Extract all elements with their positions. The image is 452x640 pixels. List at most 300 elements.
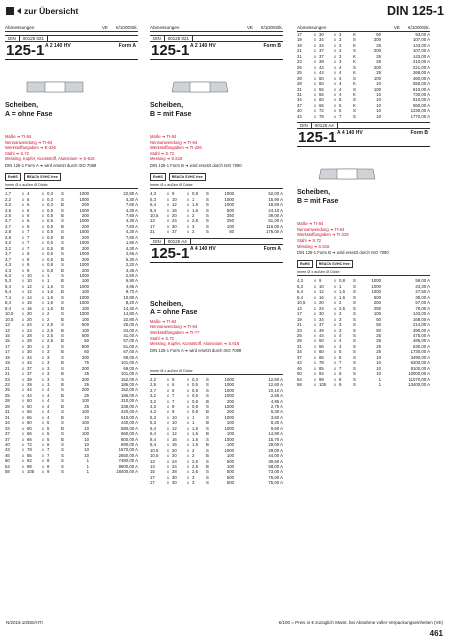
table-cell: 4,30 A	[125, 196, 138, 202]
table-cell: x	[186, 447, 190, 453]
table-cell: 2,50 A	[125, 272, 138, 278]
table-cell: x	[21, 234, 25, 240]
table-cell: 3	[339, 322, 342, 328]
table-cell: x	[333, 289, 337, 295]
spec-block	[5, 134, 138, 162]
table-cell: 2,5	[47, 322, 53, 328]
table-cell: 9	[172, 191, 175, 197]
table-cell: S	[206, 393, 209, 399]
table-cell: 6,4	[297, 289, 303, 295]
table-cell: 50	[27, 403, 32, 409]
table-cell: 1,6	[192, 425, 198, 431]
table-cell: x	[333, 81, 337, 87]
table-cell: S	[206, 376, 209, 382]
spec-steel[interactable]: Stahl ➜ S.72	[150, 335, 174, 341]
table-cell: K	[353, 81, 356, 87]
table-cell: 10	[84, 447, 89, 453]
table-cell: S	[206, 480, 209, 486]
table-cell: 25	[5, 392, 10, 398]
table-cell: 37	[319, 53, 324, 59]
table-cell: S	[61, 240, 64, 246]
table-cell: x	[333, 311, 337, 317]
price-table	[150, 191, 283, 235]
rohs-badge: RoHS	[297, 260, 313, 268]
product-title	[5, 102, 52, 119]
table-cell: 3	[47, 349, 50, 355]
table-cell: 5	[339, 97, 342, 103]
table-cell: 5,3	[5, 272, 11, 278]
table-cell: 214,00 A	[413, 322, 430, 328]
table-cell: B	[61, 371, 64, 377]
table-cell: S	[206, 447, 209, 453]
table-cell: 10	[84, 442, 89, 448]
table-cell: 152,00 A	[121, 387, 138, 393]
table-cell: 1000	[224, 376, 234, 382]
table-cell: K	[353, 70, 356, 76]
table-cell: 37	[27, 365, 32, 371]
table-cell: 250	[373, 305, 381, 311]
table-cell: 25	[84, 403, 89, 409]
table-cell: 8	[47, 463, 50, 469]
table-cell: 24	[172, 464, 177, 470]
table-cell: S	[206, 387, 209, 393]
table-cell: S	[61, 229, 64, 235]
table-cell: 98	[27, 463, 32, 469]
table-cell: x	[21, 256, 25, 262]
table-cell: 5,3	[150, 196, 156, 202]
table-cell: 18,60 A	[268, 202, 283, 208]
table-cell: x	[41, 229, 45, 235]
product-form: Form B	[410, 130, 428, 137]
table-cell: x	[21, 240, 25, 246]
table-cell: 12	[172, 202, 177, 208]
spec-dimensions[interactable]: Maße ➜ TI-84	[150, 134, 177, 139]
article-code	[150, 35, 283, 42]
table-cell: 200	[81, 245, 89, 251]
table-cell: x	[41, 436, 45, 442]
table-cell: 2,2	[5, 196, 11, 202]
spec-material[interactable]: Werkstoffangaben ➜ TI-226	[297, 232, 349, 238]
table-cell: 250	[226, 212, 234, 218]
table-cell: 10	[376, 97, 381, 103]
table-cell: x	[21, 431, 25, 437]
table-cell: 14,40 A	[123, 305, 138, 311]
table-cell: 116,00 A	[266, 223, 283, 229]
table-cell: x	[313, 360, 317, 366]
spec-material[interactable]: Werkstoffangaben ➜ E-226	[5, 145, 56, 151]
code-number: 00125 021	[165, 36, 193, 41]
table-cell: 2,5	[47, 338, 53, 344]
table-cell: x	[21, 300, 25, 306]
table-cell: B	[61, 403, 64, 409]
reach-badge: REACh SVHC free	[316, 260, 353, 268]
rohs-badge: RoHS	[150, 173, 166, 181]
table-cell: 3	[339, 32, 342, 37]
table-cell: 1	[192, 420, 195, 426]
table-cell: 10	[27, 278, 32, 284]
table-cell: 16	[319, 294, 324, 300]
table-cell: x	[333, 338, 337, 344]
table-cell: 3	[339, 59, 342, 65]
table-cell: 6	[27, 218, 30, 224]
table-cell: 31	[5, 409, 10, 415]
table-cell: x	[41, 409, 45, 415]
table-cell: x	[313, 102, 317, 108]
table-cell: 13	[150, 218, 155, 224]
table-cell: x	[21, 272, 25, 278]
table-cell: 500	[373, 294, 381, 300]
table-cell: x	[21, 289, 25, 295]
table-cell: 100	[81, 398, 89, 404]
table-cell: 1,6	[192, 202, 198, 208]
code-number: 00125 021	[20, 36, 48, 41]
table-cell: 17	[150, 223, 155, 229]
table-cell: 31	[297, 86, 302, 92]
washer-image	[170, 78, 230, 96]
article-code	[5, 35, 138, 42]
table-cell: K	[353, 102, 356, 108]
replacement-note: DIN 125-1 Form B ➜ wird ersetzt durch ISO 7090	[297, 250, 389, 256]
table-cell: x	[186, 453, 190, 459]
spec-steel[interactable]: Stahl ➜ S.72	[5, 150, 29, 156]
table-cell: x	[41, 300, 45, 306]
table-cell: x	[313, 37, 317, 43]
table-cell: x	[166, 229, 170, 235]
table-cell: 92	[27, 458, 32, 464]
table-cell: x	[21, 202, 25, 208]
table-cell: 6	[172, 382, 175, 388]
table-cell: x	[41, 311, 45, 317]
replacement-note: DIN 125-1 Form A ➜ wird ersetzt durch ISO 7089	[150, 347, 242, 353]
table-cell: 56	[319, 86, 324, 92]
table-cell: 1,7	[5, 191, 11, 197]
table-cell: 200	[226, 398, 234, 404]
table-cell: 24	[172, 218, 177, 224]
table-cell: 3490,00 A	[410, 354, 430, 360]
back-label[interactable]: zur Übersicht	[24, 6, 79, 16]
table-cell: 8	[47, 458, 50, 464]
table-cell: 4	[47, 403, 50, 409]
table-cell: 60	[319, 349, 324, 355]
table-cell: x	[313, 53, 317, 59]
table-cell: 66	[319, 102, 324, 108]
table-cell: 100	[226, 431, 234, 437]
table-cell: x	[313, 332, 317, 338]
table-cell: 3	[339, 327, 342, 333]
spec-brass[interactable]: Messing ➜ S.616	[297, 243, 330, 249]
table-cell: x	[166, 453, 170, 459]
table-cell: S	[61, 218, 64, 224]
table-cell: 0,8	[192, 404, 198, 410]
table-cell: 69,00 A	[123, 365, 138, 371]
table-cell: 0,3	[47, 202, 53, 208]
table-cell: 15,70 A	[268, 436, 283, 442]
table-cell: 24	[172, 458, 177, 464]
table-cell: 0,5	[47, 240, 53, 246]
table-cell: 7	[339, 360, 342, 366]
table-cell: x	[41, 469, 45, 475]
table-cell: 34	[5, 420, 10, 426]
table-cell: 6,4	[5, 289, 11, 295]
table-cell: 4	[27, 191, 30, 197]
table-cell: 500	[226, 469, 234, 475]
table-cell: x	[186, 207, 190, 213]
table-cell: x	[333, 64, 337, 70]
table-cell: 25	[84, 371, 89, 377]
table-cell: 1000	[224, 447, 234, 453]
table-cell: S	[206, 382, 209, 388]
table-cell: x	[313, 113, 317, 119]
table-cell: x	[186, 382, 190, 388]
table-cell: 66	[27, 431, 32, 437]
table-cell: 10,5	[5, 316, 14, 322]
table-cell: 2,7	[150, 387, 156, 393]
table-cell: 1	[86, 458, 89, 464]
replacement-note: DIN 125-1 Form B ➜ wird ersetzt durch ISO 7090	[150, 162, 242, 168]
table-cell: x	[186, 376, 190, 382]
table-cell: 16	[172, 442, 177, 448]
table-cell: x	[313, 300, 317, 306]
table-cell: x	[333, 70, 337, 76]
table-cell: B	[206, 398, 209, 404]
table-cell: K	[353, 91, 356, 97]
table-cell: S	[206, 207, 209, 213]
table-cell: x	[186, 393, 190, 399]
table-cell: 92	[319, 371, 324, 377]
table-cell: 1,6	[192, 442, 198, 448]
table-cell: x	[333, 113, 337, 119]
table-cell: 101,00 A	[121, 360, 138, 366]
table-cell: 6	[27, 207, 30, 213]
table-cell: S	[206, 218, 209, 224]
table-cell: S	[61, 354, 64, 360]
table-cell: S	[61, 196, 64, 202]
table-cell: 19	[297, 316, 302, 322]
table-cell: S	[353, 311, 356, 317]
table-cell: 34	[319, 37, 324, 43]
table-cell: x	[21, 207, 25, 213]
table-cell: 1000	[224, 387, 234, 393]
table-cell: 12,60 A	[268, 382, 283, 388]
table-cell: 5,3	[150, 420, 156, 426]
table-cell: 5	[47, 420, 50, 426]
table-cell: 13	[5, 327, 10, 333]
table-cell: S	[206, 425, 209, 431]
table-cell: x	[21, 382, 25, 388]
table-cell: 15	[5, 338, 10, 344]
table-cell: 1,6	[47, 294, 53, 300]
table-cell: x	[166, 474, 170, 480]
table-cell: 1000	[224, 404, 234, 410]
table-cell: x	[21, 376, 25, 382]
column-2	[150, 24, 283, 486]
header-dims: Abmessungen	[297, 25, 327, 30]
table-cell: 550,00 A	[413, 81, 430, 87]
spec-brass[interactable]: Messing, Kupfer, Kunststoff, Aluminium ➜ S.616	[150, 341, 240, 347]
table-cell: 100	[226, 223, 234, 229]
table-cell: 500	[81, 343, 89, 349]
column-header	[5, 24, 138, 32]
table-cell: 25	[376, 349, 381, 355]
spec-brass[interactable]: Messing ➜ S.616	[150, 156, 183, 162]
spec-usage[interactable]: Nennanwendung ➜ TI-84	[150, 139, 198, 145]
table-cell: 2,5	[5, 207, 11, 213]
table-cell: 50	[84, 338, 89, 344]
spec-steel[interactable]: Stahl ➜ S.72	[150, 150, 174, 156]
table-cell: 4,30 A	[125, 218, 138, 224]
table-cell: 4	[339, 86, 342, 92]
table-cell: 10	[172, 196, 177, 202]
table-cell: 100	[226, 453, 234, 459]
table-cell: 85	[27, 452, 32, 458]
table-cell: 3	[339, 53, 342, 59]
table-cell: x	[21, 452, 25, 458]
table-cell: 1000	[224, 425, 234, 431]
table-cell: 8,4	[150, 442, 156, 448]
table-cell: x	[21, 245, 25, 251]
table-cell: x	[21, 223, 25, 229]
spec-steel[interactable]: Stahl ➜ S.72	[297, 238, 321, 244]
table-cell: 390,00 A	[413, 327, 430, 333]
table-cell: 200	[373, 64, 381, 70]
table-cell: x	[186, 196, 190, 202]
table-cell: B	[61, 382, 64, 388]
table-cell: 66	[319, 354, 324, 360]
table-cell: x	[313, 283, 317, 289]
table-cell: 56	[319, 343, 324, 349]
table-cell: B	[61, 278, 64, 284]
table-cell: 23,30 A	[415, 283, 430, 289]
table-cell: 28	[172, 469, 177, 475]
spec-material[interactable]: Werkstoffangaben ➜ TI-226	[150, 145, 202, 151]
table-cell: 800,00 A	[121, 436, 138, 442]
product-visual	[5, 60, 138, 132]
table-cell: 50	[297, 371, 302, 377]
table-cell: 2,5	[5, 212, 11, 218]
table-cell: 50	[376, 32, 381, 37]
table-cell: 3	[339, 42, 342, 48]
table-cell: 8,4	[5, 300, 11, 306]
table-cell: 28	[27, 332, 32, 338]
table-cell: x	[21, 403, 25, 409]
spec-usage[interactable]: Nennanwendung ➜ TI-84	[5, 139, 53, 145]
spec-dimensions[interactable]: Maße ➜ TI-84	[297, 221, 324, 227]
table-cell: x	[333, 349, 337, 355]
table-cell: 34	[27, 354, 32, 360]
table-cell: x	[41, 262, 45, 268]
table-cell: B	[61, 425, 64, 431]
table-cell: 7,60 A	[125, 223, 138, 229]
spec-usage[interactable]: Nennanwendung ➜ TI-84	[150, 324, 198, 330]
back-link[interactable]	[6, 6, 78, 16]
table-cell: 1000	[79, 272, 89, 278]
table-cell: 1000	[79, 191, 89, 197]
table-cell: x	[333, 382, 337, 388]
table-cell: 78	[27, 447, 32, 453]
table-cell: S	[353, 108, 356, 114]
table-cell: x	[333, 343, 337, 349]
table-cell: x	[186, 469, 190, 475]
spec-material[interactable]: Werkstoffangaben ➜ TI-??	[150, 329, 200, 335]
table-cell: S	[206, 191, 209, 197]
table-cell: 41,00 A	[123, 332, 138, 338]
table-cell: 60	[27, 425, 32, 431]
spec-dimensions[interactable]: Maße ➜ TI-84	[5, 134, 32, 139]
table-cell: 4,45 A	[125, 267, 138, 273]
table-cell: 1000	[79, 300, 89, 306]
table-cell: 500	[226, 207, 234, 213]
table-cell: 7,60 A	[125, 234, 138, 240]
table-cell: 5,3	[150, 414, 156, 420]
table-cell: 250	[226, 218, 234, 224]
spec-dimensions[interactable]: Maße ➜ TI-84	[150, 318, 177, 324]
table-cell: B	[206, 464, 209, 470]
table-cell: 1230,00 A	[410, 108, 430, 114]
table-cell: 0,5	[47, 251, 53, 257]
table-cell: 7,4	[5, 294, 11, 300]
table-cell: S	[61, 469, 64, 475]
replacement-note: DIN 125-1 Form A ➜ wird ersetzt durch ISO 7089	[5, 162, 97, 168]
table-cell: 8,4	[297, 294, 303, 300]
table-cell: 50	[376, 327, 381, 333]
table-cell: 4	[47, 414, 50, 420]
table-cell: x	[313, 294, 317, 300]
table-cell: 75	[84, 360, 89, 366]
table-cell: x	[186, 409, 190, 415]
table-cell: 2	[339, 300, 342, 306]
table-cell: x	[166, 436, 170, 442]
table-cell: 3	[339, 316, 342, 322]
table-cell: B	[61, 289, 64, 295]
table-cell: S	[353, 371, 356, 377]
table-cell: 1000	[371, 289, 381, 295]
table-cell: 6200,00 A	[410, 360, 430, 366]
spec-brass[interactable]: Messing, Kupfer, Kunststoff, Aluminium ➜ S-616	[5, 156, 95, 162]
table-caption: innen Ø x außen Ø Dicke	[297, 270, 430, 276]
table-cell: 200	[81, 202, 89, 208]
table-cell: 7	[27, 245, 30, 251]
washer-image	[317, 165, 377, 183]
table-cell: 1,90 A	[125, 240, 138, 246]
table-cell: 4,3	[150, 404, 156, 410]
table-cell: 39	[319, 59, 324, 65]
table-cell: B	[206, 409, 209, 415]
table-cell: S	[353, 113, 356, 119]
table-cell: 12	[27, 289, 32, 295]
table-cell: 1,6	[339, 294, 345, 300]
table-cell: x	[41, 245, 45, 251]
table-cell: 2,5	[192, 458, 198, 464]
table-cell: x	[166, 414, 170, 420]
table-cell: x	[41, 289, 45, 295]
table-cell: x	[166, 376, 170, 382]
table-cell: 2,8	[5, 234, 11, 240]
table-cell: B	[61, 202, 64, 208]
table-cell: 152,00 A	[121, 376, 138, 382]
table-cell: 10	[319, 283, 324, 289]
table-cell: S	[61, 332, 64, 338]
spec-usage[interactable]: Nennanwendung ➜ TI-84	[297, 226, 345, 232]
table-cell: S	[61, 343, 64, 349]
table-cell: 25	[5, 387, 10, 393]
table-cell: 200	[373, 37, 381, 43]
table-cell: x	[21, 212, 25, 218]
table-cell: x	[21, 458, 25, 464]
washer-image	[25, 78, 85, 96]
table-cell: 2,5	[339, 305, 345, 311]
table-cell: 6,4	[150, 202, 156, 208]
table-cell: 4	[339, 70, 342, 76]
